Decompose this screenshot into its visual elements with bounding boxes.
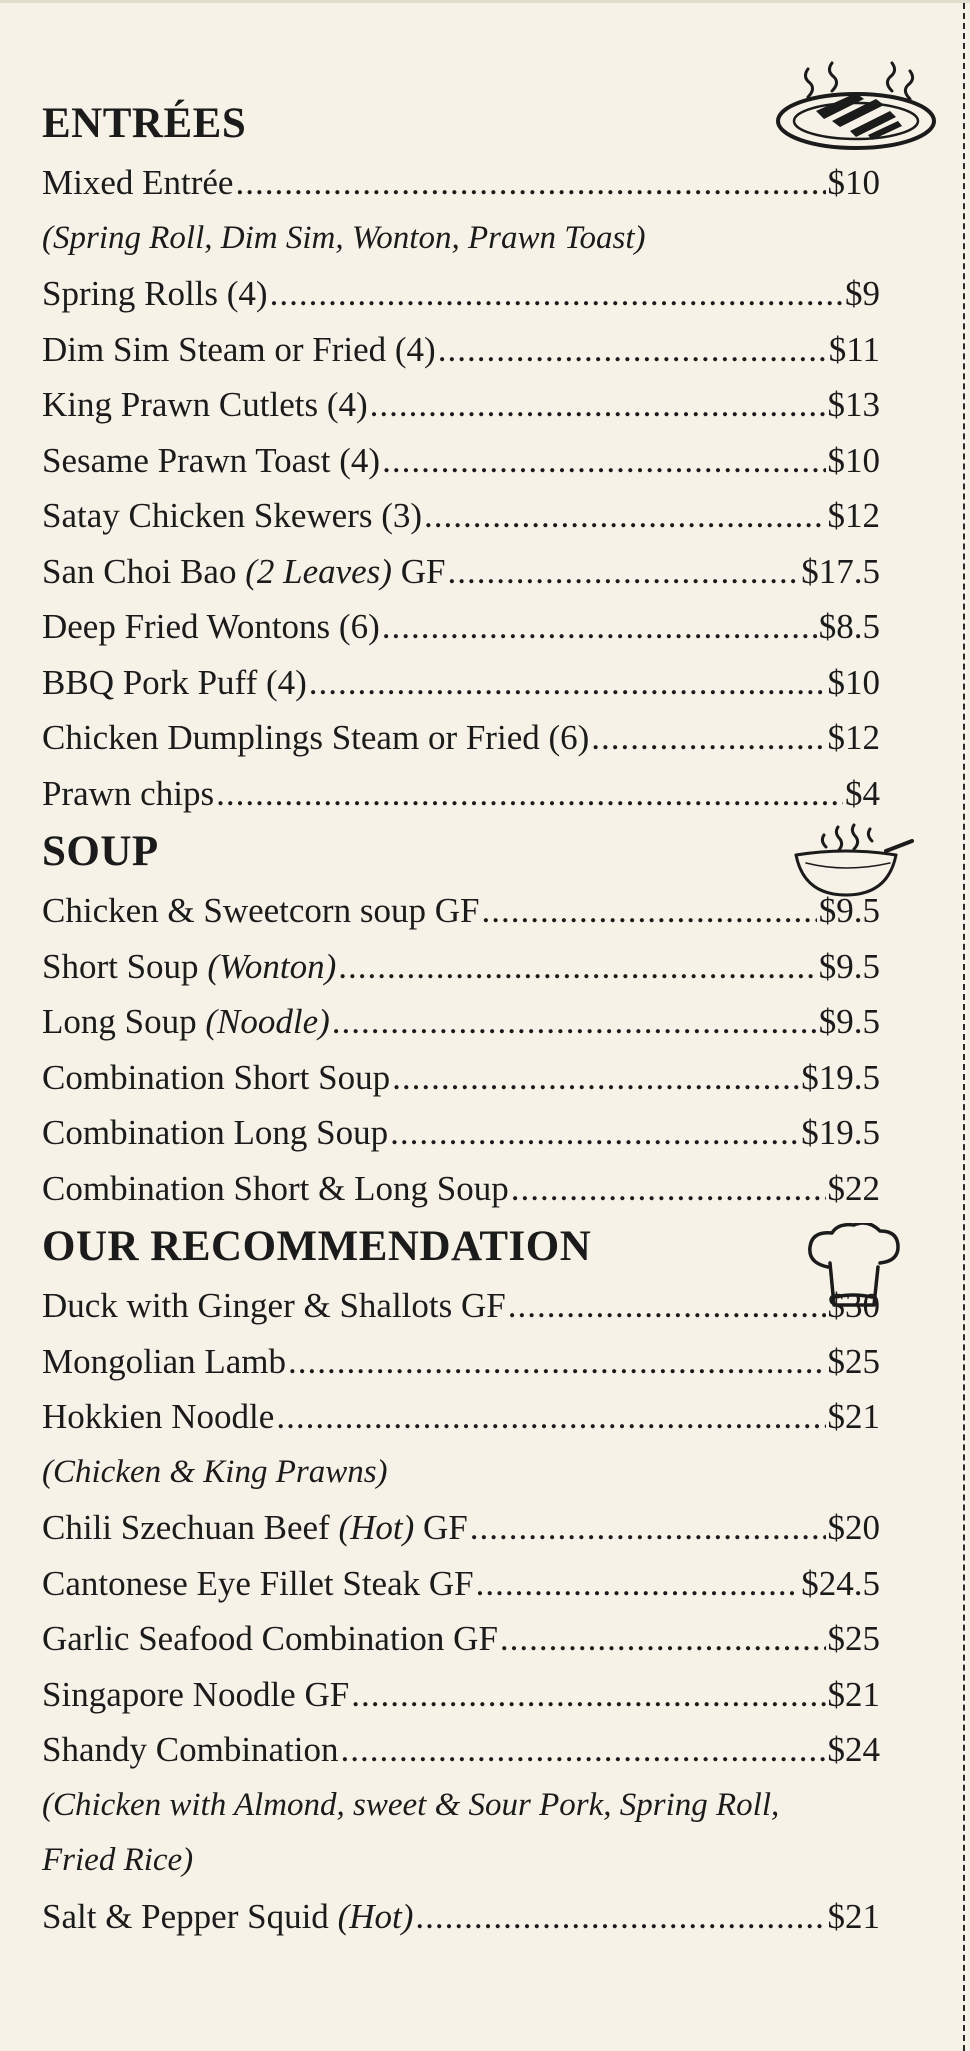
dot-leader: [415, 1889, 825, 1945]
section-title: OUR RECOMMENDATION: [42, 1223, 592, 1270]
menu-item: [42, 1050, 880, 1106]
menu-item: [42, 1722, 880, 1778]
menu-item: [42, 766, 880, 822]
menu-item: [42, 939, 880, 995]
dot-leader: [276, 1389, 825, 1445]
dot-leader: [382, 433, 825, 489]
dot-leader: [216, 766, 843, 822]
menu-item-name: Dim Sim Steam or Fried (4): [42, 329, 436, 369]
menu-item-note: (Spring Roll, Dim Sim, Wonton, Prawn Toast): [42, 219, 646, 256]
menu-item: [42, 1667, 880, 1723]
menu-item-detail: (Wonton): [207, 946, 337, 986]
menu-item-note: Fried Rice): [42, 1842, 194, 1878]
menu-item-detail: (Noodle): [205, 1002, 330, 1041]
menu-item-name-group: [42, 1105, 388, 1161]
menu-item-name: Combination Short Soup: [42, 1057, 391, 1097]
menu-item-name: Sesame Prawn Toast (4): [42, 440, 381, 480]
menu-item-name-group: [42, 655, 307, 711]
menu-item-name-group: [42, 433, 380, 489]
menu-item-price: $10: [827, 662, 880, 702]
menu-item-price: $24.5: [801, 1563, 880, 1603]
menu-item: [42, 1389, 880, 1445]
menu-item-detail: (Hot): [337, 1896, 414, 1936]
dot-leader: [392, 1050, 799, 1106]
menu-item-price: $21: [827, 1397, 880, 1436]
menu-item-name: Cantonese Eye Fillet Steak GF: [42, 1563, 474, 1603]
menu-item-price: $20: [827, 1508, 880, 1547]
menu-item-price: $24: [827, 1730, 880, 1769]
menu-item-name: Salt & Pepper Squid: [42, 1896, 329, 1936]
menu-item: [42, 1105, 880, 1161]
dot-leader: [511, 1161, 826, 1217]
menu-item: [42, 1500, 880, 1556]
menu-item-name-group: [42, 883, 479, 939]
menu-item-name: Hokkien Noodle: [42, 1397, 275, 1436]
menu-item-name-group: [42, 939, 336, 995]
dot-leader: [341, 1722, 826, 1778]
dashed-cut-line: [963, 3, 965, 2051]
menu-item: [42, 1161, 880, 1217]
menu-item: [42, 433, 880, 489]
menu-item-name-group: [42, 488, 422, 544]
menu-item-name: Singapore Noodle GF: [42, 1674, 350, 1714]
menu-item-name-group: [42, 322, 436, 378]
menu-item-name-group: [42, 377, 368, 433]
section-title: SOUP: [42, 828, 159, 875]
dot-leader: [288, 1334, 826, 1390]
menu-item-name-group: [42, 266, 268, 322]
menu-item-name-group: [42, 1161, 509, 1217]
menu-item-name-group: [42, 1722, 339, 1778]
menu-item-price: $12: [827, 718, 880, 757]
menu-item-name-group: [42, 1278, 506, 1334]
menu-item-price: $25: [827, 1619, 880, 1658]
menu-item-name: Prawn chips: [42, 773, 215, 813]
menu-item-name-group: [42, 1389, 274, 1445]
menu-item-name-group: [42, 994, 330, 1050]
dot-leader: [508, 1278, 826, 1334]
menu-item-diet-tag: GF: [400, 551, 446, 591]
menu-item-diet-tag: GF: [423, 1508, 468, 1547]
menu-item-name: King Prawn Cutlets (4): [42, 385, 368, 424]
menu-item-name: Satay Chicken Skewers (3): [42, 496, 423, 535]
menu-item-name-group: [42, 1556, 474, 1612]
menu-item-price: $17.5: [801, 551, 880, 591]
menu-item-name-group: [42, 766, 214, 822]
menu-item-name-group: [42, 155, 233, 211]
menu-item-name-group: [42, 1334, 286, 1390]
menu-item-name-group: [42, 544, 445, 600]
menu-item-name: Spring Rolls (4): [42, 274, 268, 313]
menu-item-name: Chicken & Sweetcorn soup GF: [42, 891, 480, 930]
menu-item: [42, 266, 880, 322]
menu-item-name: Garlic Seafood Combination GF: [42, 1619, 498, 1658]
menu-item: [42, 377, 880, 433]
menu-item-name: Short Soup: [42, 946, 199, 986]
menu-item-price: $9: [845, 274, 880, 313]
menu-item: [42, 994, 880, 1050]
menu-item-name: San Choi Bao: [42, 551, 237, 591]
menu-item-name-group: [42, 1611, 498, 1667]
menu-item-price: $8.5: [818, 607, 880, 646]
menu-item-name-group: [42, 1667, 349, 1723]
menu-item-name: Duck with Ginger & Shallots GF: [42, 1286, 506, 1325]
menu-item-name: BBQ Pork Puff (4): [42, 662, 307, 702]
menu-item-detail: (2 Leaves): [245, 551, 392, 591]
dot-leader: [476, 1556, 800, 1612]
menu-item-name-group: [42, 599, 380, 655]
menu-item-price: $19.5: [801, 1057, 880, 1097]
dot-leader: [338, 939, 816, 995]
menu-list: [42, 93, 880, 1944]
dot-leader: [370, 377, 826, 433]
menu-item: [42, 155, 880, 211]
menu-item: [42, 1334, 880, 1390]
menu-item: [42, 710, 880, 766]
menu-item: [42, 1278, 880, 1334]
menu-item-price: $9.5: [818, 891, 880, 930]
menu-item-price: $13: [827, 385, 880, 424]
menu-item-price: $30: [827, 1286, 880, 1325]
menu-item: [42, 544, 880, 600]
menu-item-price: $25: [827, 1341, 880, 1381]
menu-item: [42, 655, 880, 711]
dot-leader: [382, 599, 817, 655]
menu-item-name-group: [42, 710, 589, 766]
menu-item-price: $21: [827, 1674, 880, 1714]
menu-item-price: $22: [827, 1168, 880, 1208]
menu-item-note: (Chicken & King Prawns): [42, 1453, 388, 1490]
dot-leader: [309, 655, 826, 711]
menu-item-name-group: [42, 1889, 413, 1945]
dot-leader: [235, 155, 825, 211]
menu-item: [42, 883, 880, 939]
menu-item-price: $4: [845, 773, 880, 813]
dot-leader: [438, 322, 827, 378]
menu-item-name: Shandy Combination: [42, 1730, 339, 1769]
dot-leader: [390, 1105, 799, 1161]
menu-item-name: Chili Szechuan Beef: [42, 1508, 330, 1547]
menu-item-price: $11: [828, 329, 880, 369]
menu-item: [42, 322, 880, 378]
menu-item: [42, 1889, 880, 1945]
dot-leader: [332, 994, 817, 1050]
dot-leader: [481, 883, 816, 939]
menu-item-price: $10: [827, 440, 880, 480]
menu-item-price: $10: [827, 163, 880, 202]
menu-item-name-group: [42, 1500, 468, 1556]
dot-leader: [447, 544, 799, 600]
menu-item-name: Deep Fried Wontons (6): [42, 607, 380, 646]
section-title: ENTRÉES: [42, 100, 247, 147]
dot-leader: [424, 488, 825, 544]
menu-item-price: $21: [827, 1896, 880, 1936]
dot-leader: [470, 1500, 826, 1556]
menu-item-detail: (Hot): [338, 1508, 415, 1547]
menu-item-price: $12: [827, 496, 880, 535]
menu-item-price: $9.5: [818, 1002, 880, 1041]
menu-item-name: Chicken Dumplings Steam or Fried (6): [42, 718, 590, 757]
menu-item-name: Long Soup: [42, 1002, 197, 1041]
dot-leader: [591, 710, 825, 766]
menu-item-name: Mongolian Lamb: [42, 1341, 286, 1381]
menu-item-price: $19.5: [801, 1113, 880, 1152]
menu-item-name: Combination Long Soup: [42, 1113, 389, 1152]
menu-item-price: $9.5: [818, 946, 880, 986]
dot-leader: [500, 1611, 826, 1667]
menu-item: [42, 1556, 880, 1612]
menu-item-name-group: [42, 1050, 390, 1106]
menu-item: [42, 488, 880, 544]
menu-item: [42, 1611, 880, 1667]
menu-item-name: Combination Short & Long Soup: [42, 1168, 509, 1208]
menu-item-name: Mixed Entrée: [42, 163, 234, 202]
menu-item: [42, 599, 880, 655]
menu-item-note: (Chicken with Almond, sweet & Sour Pork, Spring Roll,: [42, 1786, 780, 1823]
dot-leader: [351, 1667, 825, 1723]
dot-leader: [270, 266, 843, 322]
